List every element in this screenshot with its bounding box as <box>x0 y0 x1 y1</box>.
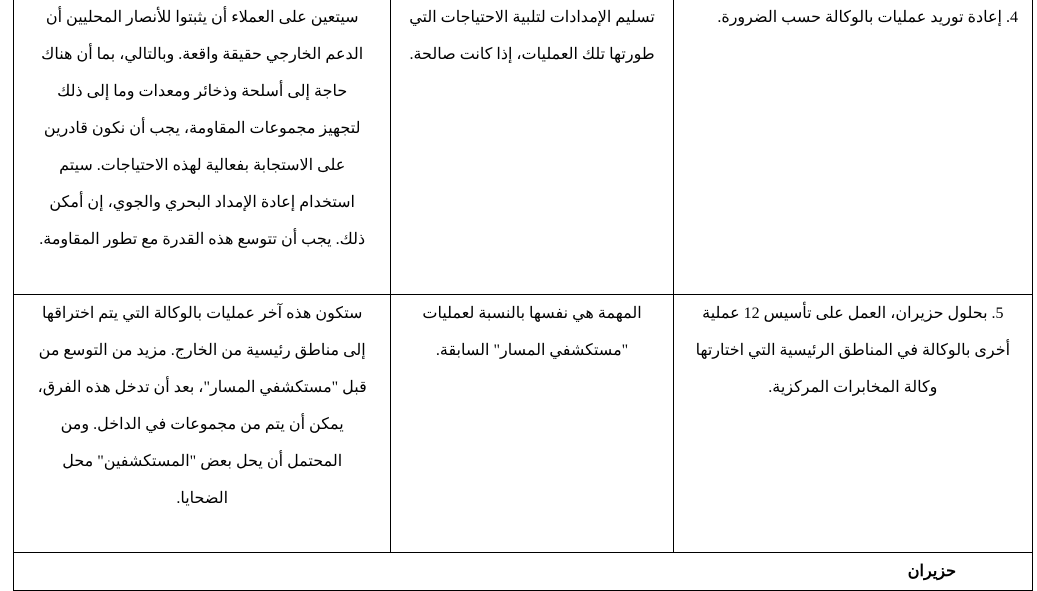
notes-line: قبل "مستكشفي المسار"، بعد أن تدخل هذه الفرق، <box>37 379 367 396</box>
notes-cell <box>14 295 391 553</box>
notes-line: يمكن أن يتم من مجموعات في الداخل. ومن <box>60 416 344 433</box>
footer-month: حزيران <box>14 553 1033 591</box>
action-line: أخرى بالوكالة في المناطق الرئيسية التي اختارتها <box>695 342 1011 359</box>
action-line: وكالة المخابرات المركزية. <box>768 379 938 396</box>
notes-line: ستكون هذه آخر عمليات بالوكالة التي يتم اختراقها <box>41 305 363 322</box>
action-cell <box>673 0 1032 295</box>
notes-line: المحتمل أن يحل بعض "المستكشفين" محل <box>62 453 343 470</box>
action-line: 4. إعادة توريد عمليات بالوكالة حسب الضرورة. <box>717 9 1018 26</box>
notes-line: ذلك. يجب أن تتوسع هذه القدرة مع تطور المقاومة. <box>39 231 366 248</box>
notes-line: سيتعين على العملاء أن يثبتوا للأنصار المحليين أن <box>45 9 359 26</box>
action-cell <box>673 295 1032 553</box>
task-cell <box>391 0 673 295</box>
notes-line: إلى مناطق رئيسية من الخارج. مزيد من التوسع من <box>38 342 366 359</box>
notes-line: استخدام إعادة الإمداد البحري والجوي، إن أمكن <box>49 194 355 211</box>
task-line: "مستكشفي المسار" السابقة. <box>435 342 629 359</box>
notes-line: لتجهيز مجموعات المقاومة، يجب أن نكون قادرين <box>43 120 361 137</box>
notes-line: حاجة إلى أسلحة وذخائر ومعدات وما إلى ذلك <box>57 83 348 100</box>
task-cell <box>391 295 673 553</box>
notes-line: على الاستجابة بفعالية لهذه الاحتياجات. سيتم <box>59 157 346 174</box>
notes-cell <box>14 0 391 295</box>
table-row <box>14 0 1033 295</box>
task-line: تسليم الإمدادات لتلبية الاحتياجات التي <box>409 9 655 26</box>
table-row <box>14 295 1033 553</box>
task-line: طورتها تلك العمليات، إذا كانت صالحة. <box>409 46 655 63</box>
footer-row <box>14 553 1033 591</box>
notes-line: الدعم الخارجي حقيقة واقعة. وبالتالي، بما أن هناك <box>41 46 364 63</box>
action-line: 5. بحلول حزيران، العمل على تأسيس 12 عملية <box>702 305 1004 322</box>
notes-line: الضحايا. <box>176 490 229 507</box>
task-line: المهمة هي نفسها بالنسبة لعمليات <box>422 305 642 322</box>
document-table <box>13 0 1033 591</box>
